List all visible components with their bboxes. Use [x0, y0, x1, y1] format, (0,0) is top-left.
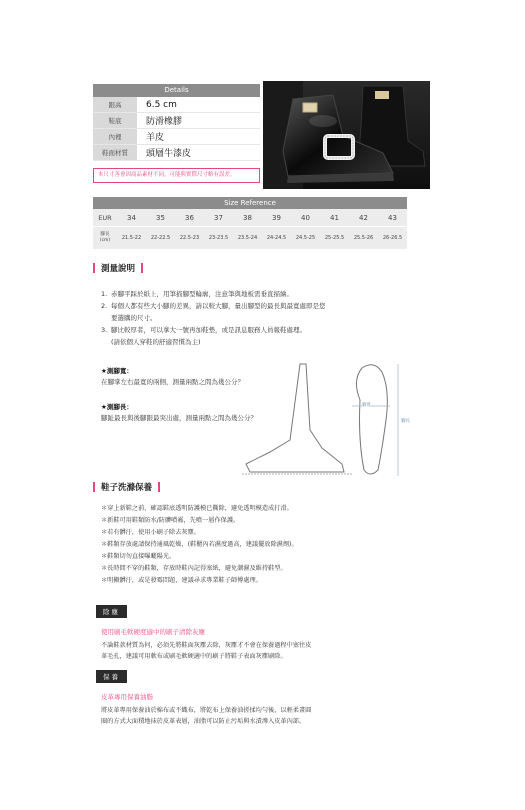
- accent-bar: [158, 482, 160, 492]
- list-item: ＊長時間不穿的鞋類，存放時鞋內記得塞紙，避免潮濕及維持鞋型。: [101, 565, 287, 572]
- foot-diagram: [240, 360, 430, 484]
- eur-size-row: [93, 209, 407, 227]
- list-item: 2. 每個人都有些大小腳的差異，請以較大腳，量出腳型的最長與最寬處即是您: [101, 302, 326, 310]
- details-label: 鞋底: [93, 113, 139, 128]
- size-disclaimer-note: 本尺寸善會因商品素材不同，可能與實際尺寸略有誤差。: [93, 168, 260, 183]
- foot-length-label: [93, 232, 117, 244]
- care-section-header: [93, 481, 160, 493]
- dust-title: 使用刷毛軟硬度適中的刷子清除灰塵: [101, 628, 205, 636]
- eur-size-cell: 43: [388, 213, 397, 222]
- foot-length-cell: 22-22.5: [150, 235, 171, 241]
- details-row: [93, 97, 260, 113]
- eur-size-cell: 41: [330, 213, 339, 222]
- dust-line: 革毛孔，建議可用軟布或刷毛軟硬適中的刷子將鞋子表面灰塵刷除。: [101, 653, 287, 660]
- foot-length-cell: 24-24.5: [266, 235, 287, 241]
- care-section-title: 鞋子洗滌保養: [101, 483, 153, 493]
- list-item: 要選購的尺寸。: [111, 314, 157, 322]
- eur-size-cell: 39: [272, 213, 281, 222]
- dust-body: [101, 640, 421, 662]
- foot-length-label-line2: (cm): [99, 238, 111, 243]
- foot-length-label-line1: 腳長: [100, 232, 110, 237]
- eur-size-cell: 36: [185, 213, 194, 222]
- list-item: ＊明顯髒汙，或是發霉問題，建議尋求專業鞋子師傅處理。: [101, 577, 262, 584]
- eur-size-cell: 34: [127, 213, 136, 222]
- maintain-line: 將皮革專用保養油於棉布或不織布，將乾布上保養油搓揉均勻後，以輕柔畫圓: [101, 707, 312, 714]
- foot-length-cell: 23.5-24: [237, 235, 258, 241]
- details-value: 羊皮: [146, 133, 165, 143]
- eur-size-cell: 38: [243, 213, 252, 222]
- details-value: 頭層牛漆皮: [146, 149, 192, 159]
- eur-label: EUR: [98, 213, 112, 222]
- size-reference-table: [93, 197, 407, 249]
- foot-width-label: 腳寬: [362, 403, 371, 408]
- foot-length-cell: 23-23.5: [208, 235, 229, 241]
- foot-length-title: ★測腳長：: [101, 403, 133, 411]
- foot-width-title: ★測腳寬：: [101, 367, 133, 375]
- eur-size-cell: 40: [301, 213, 310, 222]
- details-label: 鞋面材質: [93, 145, 139, 160]
- foot-length-cell: 25.5-26: [353, 235, 374, 241]
- care-list: [101, 503, 421, 587]
- dust-badge: 除塵: [96, 605, 127, 618]
- list-item: 3. 腳比較厚者，可以拿大一號再加鞋墊，或是訊息服務人員報鞋處理。: [101, 326, 306, 334]
- foot-length-cell: 25-25.5: [324, 235, 345, 241]
- foot-length-cell: 22.5-23: [179, 235, 200, 241]
- list-item: (請依個人穿鞋的舒適習慣為主): [111, 338, 201, 346]
- list-item: 1. 赤腳平踩於紙上，用筆描腳型輪廓，注意筆與地板需垂直描繪。: [101, 290, 293, 298]
- details-label: 跟高: [93, 97, 139, 112]
- eur-size-cell: 35: [156, 213, 165, 222]
- list-item: ＊穿上新鞋之前，確認鞋底透明防護模已撕除，避免透明模造成打滑。: [101, 505, 293, 512]
- product-photo: [263, 81, 430, 189]
- maintain-line: 圈的方式大面積地抹於皮革表層，油脂可以防止污垢與水漬滲入皮革內部。: [101, 718, 306, 725]
- foot-length-cell: 21.5-22: [121, 235, 142, 241]
- details-title: Details: [93, 84, 260, 97]
- eur-size-cell: 42: [359, 213, 368, 222]
- measure-section-title: 測量說明: [101, 264, 136, 274]
- details-value: 6.5 cm: [146, 99, 177, 110]
- maintain-title: 皮革專用保養油脂: [101, 693, 153, 701]
- details-row: [93, 145, 260, 161]
- foot-length-instruction: [101, 402, 257, 424]
- list-item: ＊鞋類切勿直接曝曬陽光。: [101, 553, 176, 560]
- list-item: ＊鞋類存放處請保持通風乾燥，(鞋櫃內若濕度過高，建議擺放除濕劑)。: [101, 541, 298, 548]
- details-table: [93, 84, 260, 183]
- accent-bar: [141, 263, 143, 273]
- foot-length-label: 腳長: [401, 419, 410, 424]
- foot-length-text: 腳趾最長與後腳跟最突出處，測量兩點之間為幾公分？: [101, 414, 257, 422]
- accent-bar: [93, 263, 95, 273]
- measure-steps: [101, 288, 431, 348]
- list-item: ＊若有髒汙，使用小刷子除去灰塵。: [101, 529, 200, 536]
- size-reference-title: Size Reference: [93, 197, 407, 209]
- measure-section-header: [93, 262, 143, 274]
- maintain-body: [101, 705, 421, 727]
- details-row: [93, 113, 260, 129]
- foot-length-cell: 24.5-25: [295, 235, 316, 241]
- list-item: ＊新鞋可用鞋類防水/防髒噴霧，先噴一層作保護。: [101, 517, 240, 524]
- foot-width-instruction: [101, 366, 244, 388]
- details-value: 防滑橡膠: [146, 117, 183, 127]
- foot-length-cell: 26-26.5: [382, 235, 403, 241]
- foot-length-row: [93, 227, 407, 249]
- eur-size-cell: 37: [214, 213, 223, 222]
- details-label: 內裡: [93, 129, 139, 144]
- dust-line: 不論鞋款材質為何，必須先將鞋面灰塵去除，灰塵才不會在保養過程中塞往皮: [101, 642, 312, 649]
- foot-width-text: 在腳掌左右最寬的兩側，測量兩點之間為幾公分？: [101, 378, 244, 386]
- details-row: [93, 129, 260, 145]
- accent-bar: [93, 482, 95, 492]
- boot-image: [263, 81, 430, 189]
- maintain-badge: 保養: [96, 670, 127, 683]
